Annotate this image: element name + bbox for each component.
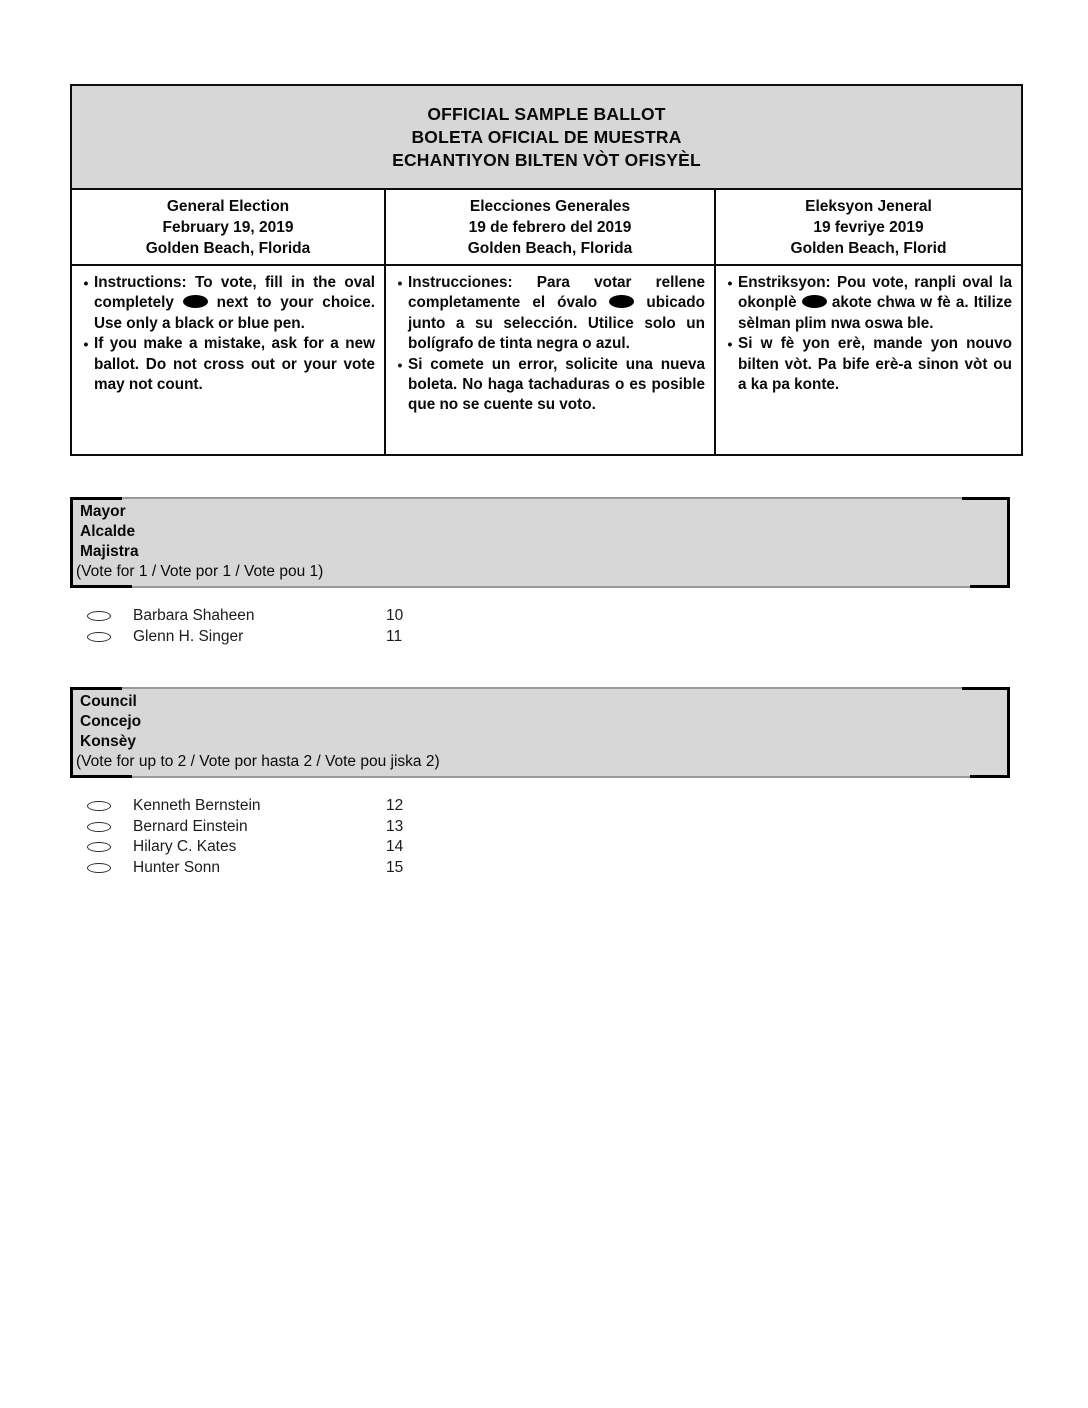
candidate-row: [70, 627, 530, 648]
candidate-number: 10: [386, 607, 404, 625]
instructions-english: [72, 266, 384, 454]
election-name: General Election: [166, 198, 290, 215]
contest-title-creole: Konsèy: [80, 733, 136, 750]
instruction-text-part: ubicado junto a su selección. Utilice solo un bolígrafo de tinta negra o azul.: [408, 294, 705, 353]
vote-for-note: (Vote for up to 2 / Vote por hasta 2 / Vote pou jiska 2): [76, 753, 440, 770]
filled-oval-icon: [183, 295, 208, 308]
election-place: Golden Beach, Florida: [145, 240, 311, 257]
candidate-name: Bernard Einstein: [133, 817, 248, 835]
instruction-text-part: akote chwa w fè a. Itilize sèlman plim nwa oswa ble.: [738, 294, 1012, 332]
corner-tick: [70, 687, 122, 690]
instruction-text-part: Instrucciones: Para votar rellene completamente el óvalo: [408, 274, 705, 312]
contest-title-spanish: Alcalde: [80, 523, 136, 540]
corner-tick: [70, 775, 132, 778]
election-info-english: [72, 190, 384, 264]
candidate-row: [70, 858, 530, 879]
instruction-bullet: [78, 334, 375, 395]
candidate-number: 12: [386, 797, 404, 815]
election-date: 19 fevriye 2019: [813, 219, 924, 236]
election-place: Golden Beach, Florid: [790, 240, 947, 257]
bullet-dot-icon: •: [83, 336, 89, 353]
candidate-name: Barbara Shaheen: [133, 607, 255, 625]
ballot-title-line-spanish: BOLETA OFICIAL DE MUESTRA: [411, 127, 682, 147]
corner-tick: [70, 497, 122, 500]
instruction-text: If you make a mistake, ask for a new ballot. Do not cross out or your vote may not count.: [94, 335, 375, 394]
bullet-dot-icon: •: [727, 275, 733, 291]
corner-tick: [970, 585, 1010, 588]
candidate-row: [70, 606, 530, 627]
instruction-text-part: next to your choice. Use only a black or blue pen.: [94, 294, 376, 332]
vote-oval[interactable]: [87, 801, 111, 811]
instruction-text: Si comete un error, solicite una nueva boleta. No haga tachaduras o es posible que no se cuente su voto.: [408, 355, 705, 414]
candidate-list-council: [70, 796, 530, 878]
vote-oval[interactable]: [87, 863, 111, 873]
instruction-bullet: [392, 273, 705, 355]
instruction-bullet: [392, 355, 705, 416]
candidate-name: Hilary C. Kates: [133, 838, 237, 856]
instruction-bullet: [722, 334, 1012, 395]
instructions-row: [72, 266, 1021, 454]
instruction-text: Si w fè yon erè, mande yon nouvo bilten vòt. Pa bife erè-a sinon vòt ou a ka pa konte.: [738, 335, 1012, 394]
instructions-spanish: [384, 266, 714, 454]
election-date: February 19, 2019: [162, 219, 294, 236]
vote-oval[interactable]: [87, 822, 111, 832]
ballot-header-table: [70, 84, 1023, 456]
candidate-number: 15: [386, 859, 404, 877]
contest-title-spanish: Concejo: [80, 713, 142, 730]
corner-tick: [962, 687, 1010, 690]
election-info-spanish: [384, 190, 714, 264]
instructions-creole: [714, 266, 1021, 454]
candidate-name: Hunter Sonn: [133, 859, 221, 877]
election-info-creole: [714, 190, 1021, 264]
contest-title-english: Council: [80, 693, 137, 710]
contest-title-creole: Majistra: [80, 543, 139, 560]
election-date: 19 de febrero del 2019: [468, 219, 632, 236]
candidate-number: 14: [386, 838, 404, 856]
contest-header-mayor: [70, 497, 1010, 588]
candidate-number: 11: [386, 627, 403, 645]
election-name: Elecciones Generales: [469, 198, 631, 215]
vote-oval[interactable]: [87, 611, 111, 621]
vote-for-note: (Vote for 1 / Vote por 1 / Vote pou 1): [76, 563, 324, 580]
election-name: Eleksyon Jeneral: [805, 198, 932, 215]
candidate-number: 13: [386, 817, 404, 835]
candidate-row: [70, 837, 530, 858]
election-info-row: [72, 190, 1021, 266]
vote-oval[interactable]: [87, 842, 111, 852]
bullet-dot-icon: •: [397, 356, 403, 373]
instruction-text: [738, 273, 1012, 334]
candidate-name: Kenneth Bernstein: [133, 797, 261, 815]
filled-oval-icon: [802, 295, 827, 308]
instruction-text-part: Instructions: To vote, fill in the oval completely: [94, 274, 375, 312]
contest-title-english: Mayor: [80, 503, 126, 520]
vote-oval[interactable]: [87, 632, 111, 642]
candidate-row: [70, 817, 530, 838]
corner-tick: [70, 585, 132, 588]
contest-header-council: [70, 687, 1010, 778]
filled-oval-icon: [609, 295, 634, 308]
ballot-title-line-creole: ECHANTIYON BILTEN VÒT OFISYÈL: [392, 150, 701, 170]
candidate-row: [70, 796, 530, 817]
bullet-dot-icon: •: [397, 275, 403, 291]
candidate-list-mayor: [70, 606, 530, 647]
corner-tick: [970, 775, 1010, 778]
candidate-name: Glenn H. Singer: [133, 627, 244, 645]
instruction-bullet: [722, 273, 1012, 334]
instruction-bullet: [78, 273, 375, 334]
ballot-title: [72, 86, 1021, 190]
instruction-text: [408, 273, 705, 355]
election-place: Golden Beach, Florida: [467, 240, 633, 257]
ballot-title-line-english: OFFICIAL SAMPLE BALLOT: [427, 104, 666, 124]
bullet-dot-icon: •: [727, 336, 733, 353]
bullet-dot-icon: •: [83, 275, 89, 291]
instruction-text-part: Enstriksyon: Pou vote, ranpli oval la okonplè: [738, 274, 1012, 312]
corner-tick: [962, 497, 1010, 500]
instruction-text: [94, 273, 375, 334]
